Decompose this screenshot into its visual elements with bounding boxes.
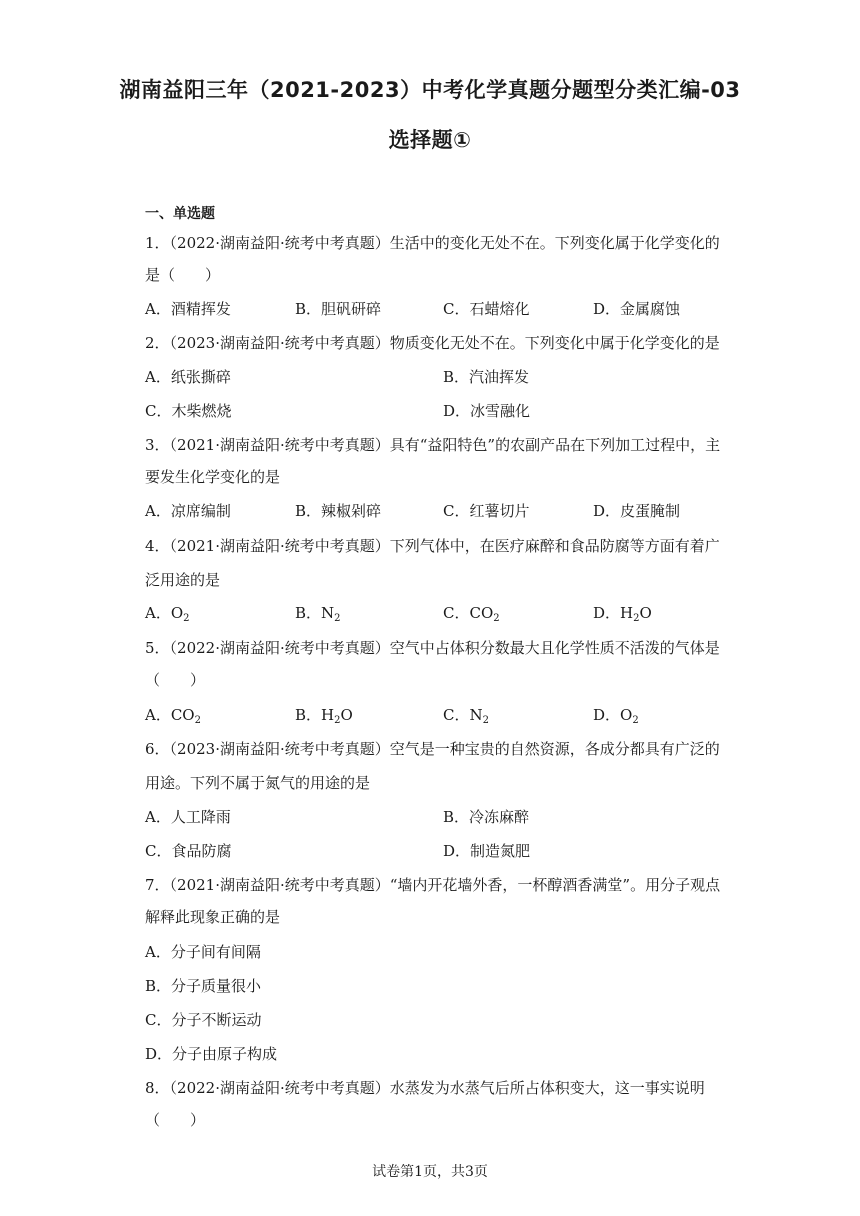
option-c: C．石蜡熔化	[443, 300, 530, 318]
option-a: A．酒精挥发	[145, 300, 231, 318]
page-title: 湖南益阳三年（2021-2023）中考化学真题分题型分类汇编-03	[119, 78, 741, 102]
option-c: C．红薯切片	[443, 502, 530, 520]
option-b: B．$N_2$	[295, 604, 341, 624]
question-text: 是（ ）	[145, 266, 221, 284]
question-text: 5．（2022·湖南益阳·统考中考真题）空气中占体积分数最大且化学性质不活泼的气体是	[145, 639, 720, 657]
question-text: 4．（2021·湖南益阳·统考中考真题）下列气体中，在医疗麻醉和食品防腐等方面有着广	[145, 537, 720, 555]
question-text: （ ）	[145, 1111, 206, 1129]
question-text: 用途。下列不属于氮气的用途的是	[145, 774, 371, 792]
option-d: D．$O_2$	[593, 706, 639, 726]
option-b: B．汽油挥发	[443, 368, 530, 386]
question-text: 7．（2021·湖南益阳·统考中考真题）“墙内开花墙外香，一杯醇酒香满堂”。用分子观点	[145, 876, 721, 894]
option-b: B．胆矾研碎	[295, 300, 382, 318]
option-d: D．制造氮肥	[443, 842, 531, 860]
question-text: 6．（2023·湖南益阳·统考中考真题）空气是一种宝贵的自然资源，各成分都具有广泛的	[145, 740, 720, 758]
option-d: D．$H_2O$	[593, 604, 652, 624]
question-text: （ ）	[145, 671, 206, 689]
question-text: 解释此现象正确的是	[145, 908, 281, 926]
option-a: A．凉席编制	[145, 502, 231, 520]
option-c: C．$N_2$	[443, 706, 489, 726]
option-d: D．金属腐蚀	[593, 300, 681, 318]
question-text: 要发生化学变化的是	[145, 468, 281, 486]
option-b: B．分子质量很小	[145, 977, 262, 995]
option-b: B．$H_2O$	[295, 706, 353, 726]
question-text: 3．（2021·湖南益阳·统考中考真题）具有“益阳特色”的农副产品在下列加工过程中，主	[145, 436, 721, 454]
page-footer: 试卷第1页，共3页	[372, 1164, 488, 1180]
option-d: D．冰雪融化	[443, 402, 531, 420]
question-text: 2．（2023·湖南益阳·统考中考真题）物质变化无处不在。下列变化中属于化学变化的是	[145, 334, 720, 352]
option-a: A．纸张撕碎	[145, 368, 231, 386]
option-a: A．$CO_2$	[145, 706, 201, 726]
option-b: B．辣椒剁碎	[295, 502, 382, 520]
option-a: A．分子间有间隔	[145, 943, 261, 961]
option-c: C．分子不断运动	[145, 1011, 262, 1029]
option-c: C．木柴燃烧	[145, 402, 232, 420]
page-title-line2: 选择题①	[388, 128, 472, 152]
option-a: A．人工降雨	[145, 808, 231, 826]
question-text: 泛用途的是	[145, 571, 221, 589]
question-text: 8．（2022·湖南益阳·统考中考真题）水蒸发为水蒸气后所占体积变大，这一事实说明	[145, 1079, 705, 1097]
option-b: B．冷冻麻醉	[443, 808, 530, 826]
option-d: D．分子由原子构成	[145, 1045, 278, 1063]
option-c: C．食品防腐	[145, 842, 232, 860]
section-heading: 一、单选题	[145, 206, 215, 222]
option-d: D．皮蛋腌制	[593, 502, 681, 520]
option-a: A．$O_2$	[145, 604, 190, 624]
option-c: C．$CO_2$	[443, 604, 500, 624]
question-text: 1．（2022·湖南益阳·统考中考真题）生活中的变化无处不在。下列变化属于化学变化的	[145, 234, 720, 252]
